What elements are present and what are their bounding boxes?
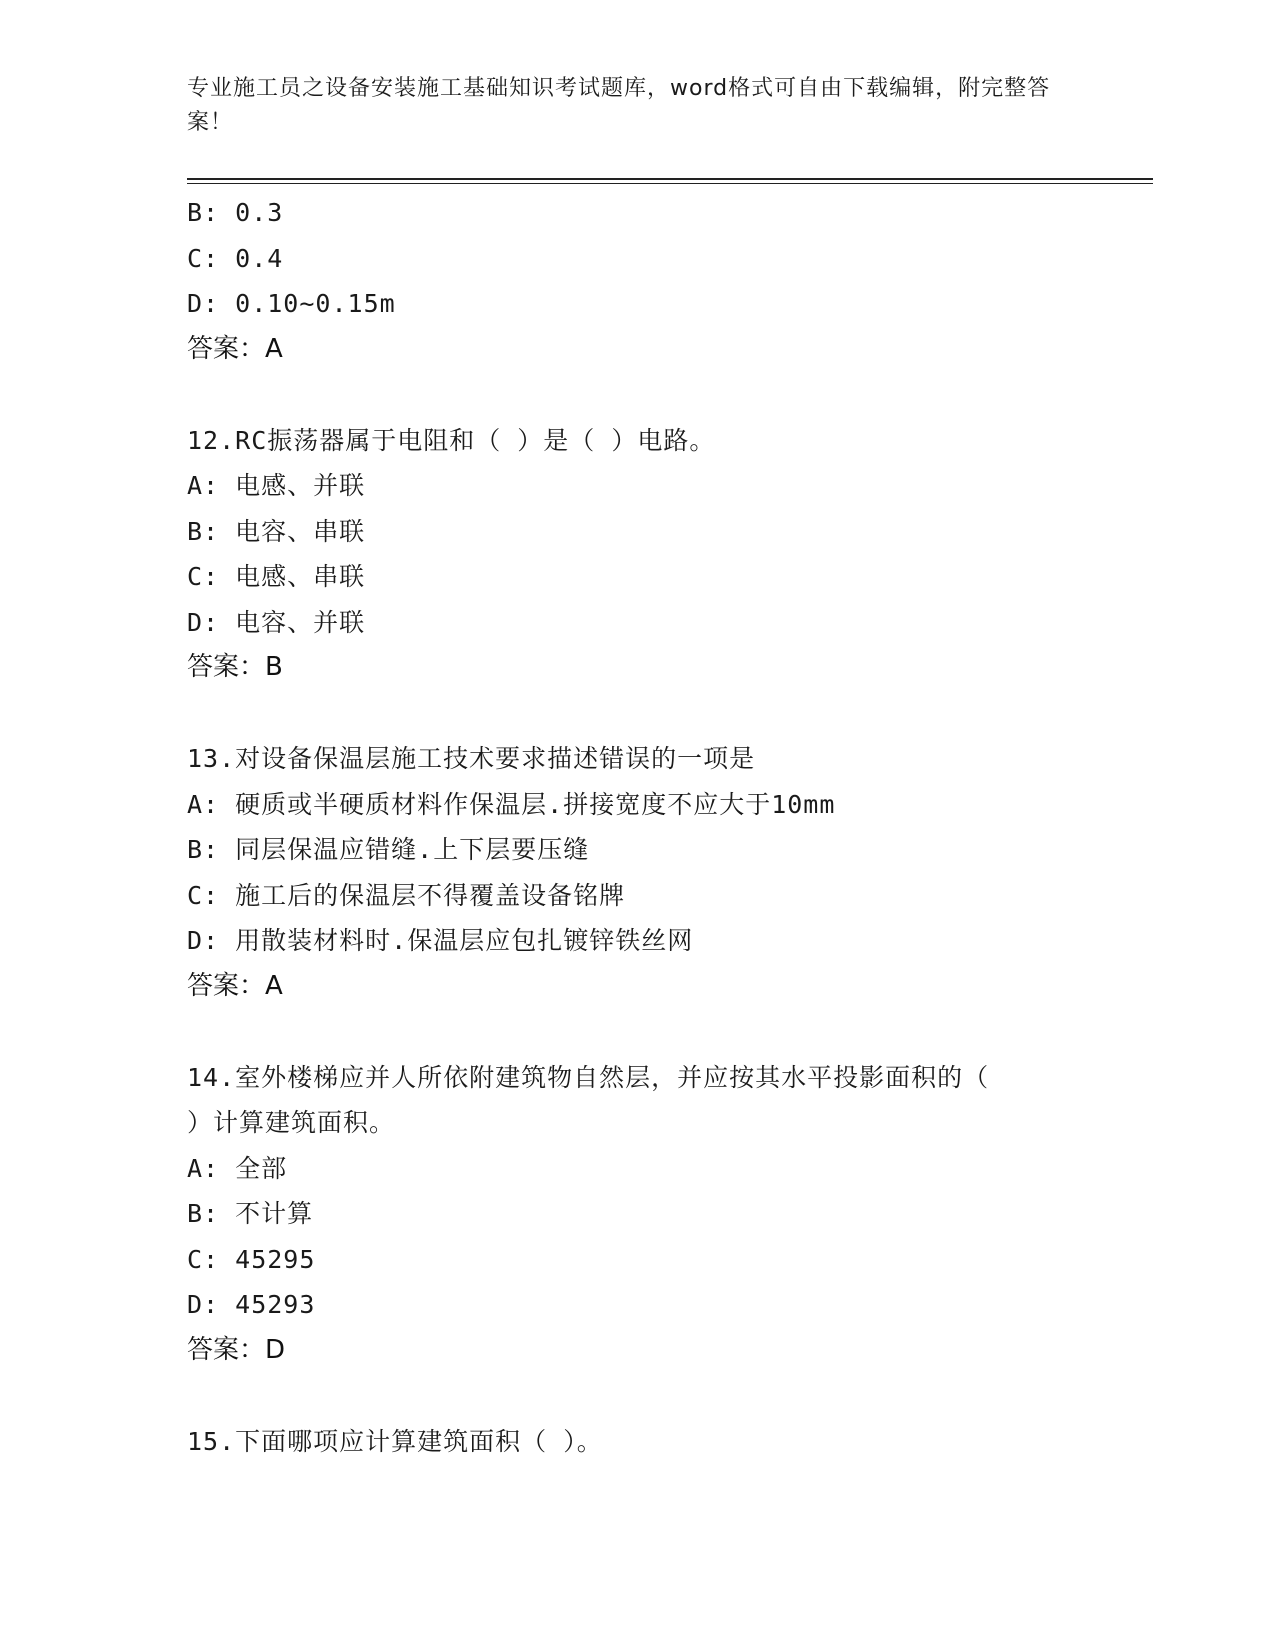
spacer [187, 1373, 1087, 1419]
answer-line: 答案：B [187, 652, 283, 682]
option-d: D: 用散装材料时.保温层应包扎镀锌铁丝网 [187, 926, 694, 955]
option-c: C: 0.4 [187, 243, 284, 273]
answer-line: 答案：A [187, 970, 283, 1001]
document-body [187, 190, 1087, 1464]
option-c: C: 施工后的保温层不得覆盖设备铭牌 [187, 880, 626, 910]
option-b: B: 0.3 [187, 198, 284, 227]
option-b: B: 同层保温应错缝.上下层要压缝 [187, 835, 590, 864]
document-header: 专业施工员之设备安装施工基础知识考试题库，word格式可自由下载编辑，附完整答案！ [187, 76, 1051, 135]
option-c: C: 45295 [187, 1244, 316, 1274]
option-d: D: 45293 [187, 1290, 316, 1319]
spacer [187, 691, 1087, 737]
header-rule-thin [187, 183, 1153, 184]
option-b: B: 电容、串联 [187, 516, 366, 546]
header-rule-thick [187, 178, 1153, 180]
option-d: D: 电容、并联 [187, 607, 366, 637]
option-d: D: 0.10~0.15m [187, 289, 396, 318]
answer-line: 答案：A [187, 333, 283, 364]
question-stem: 13.对设备保温层施工技术要求描述错误的一项是 [187, 744, 756, 773]
spacer [187, 372, 1087, 418]
option-a: A: 电感、并联 [187, 471, 366, 500]
answer-line: 答案：D [187, 1334, 286, 1365]
question-stem-continued: ）计算建筑面积。 [187, 1108, 396, 1137]
question-stem: 12.RC振荡器属于电阻和（ ）是（ ）电路。 [187, 425, 716, 455]
spacer [187, 1009, 1087, 1055]
question-stem: 15.下面哪项应计算建筑面积（ ）。 [187, 1426, 603, 1456]
question-stem: 14.室外楼梯应并人所依附建筑物自然层，并应按其水平投影面积的（ [187, 1062, 990, 1092]
option-c: C: 电感、串联 [187, 562, 366, 591]
option-a: A: 全部 [187, 1153, 288, 1183]
option-a: A: 硬质或半硬质材料作保温层.拼接宽度不应大于10mm [187, 789, 836, 819]
option-b: B: 不计算 [187, 1199, 314, 1228]
